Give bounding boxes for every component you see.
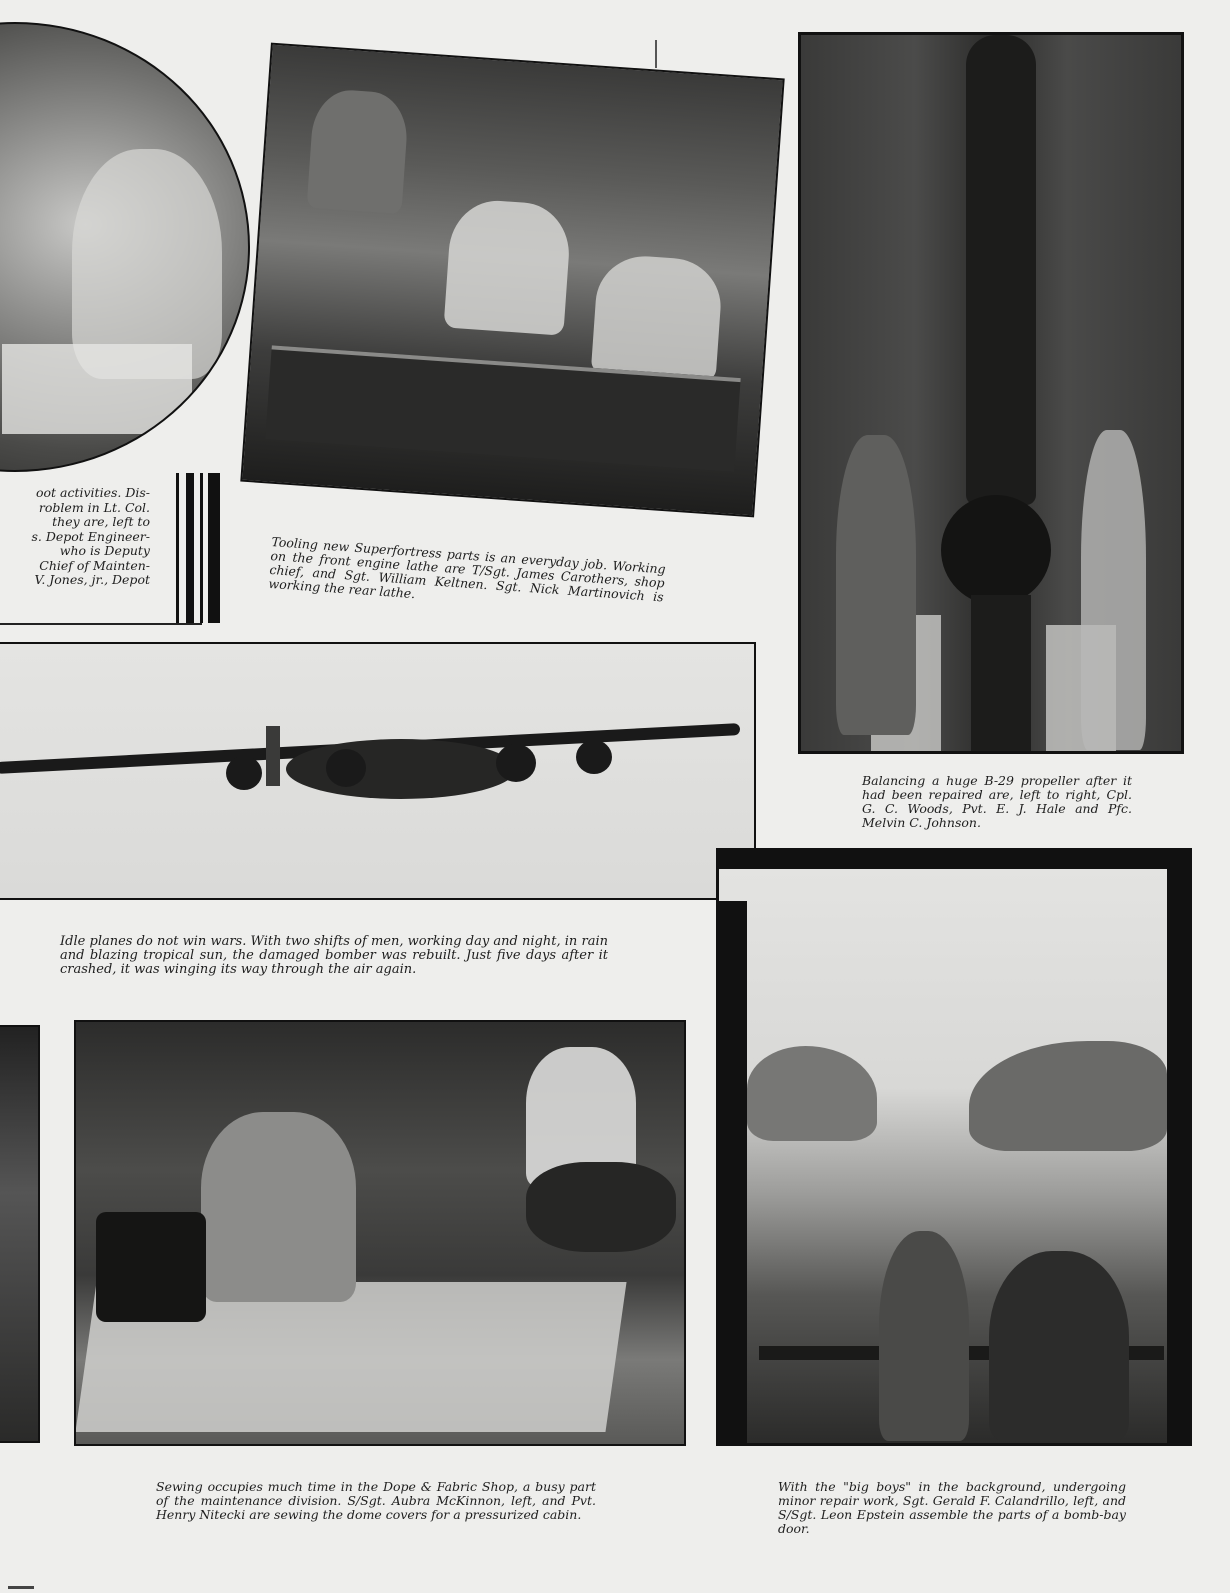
bomber-fuselage [286,739,516,799]
depot-caption-line: roblem in Lt. Col. [38,499,150,515]
bomber-engine-2 [326,749,366,787]
decorative-stripe [208,473,220,623]
sewing-machine [96,1212,206,1322]
b29-bomber-in-flight-photo [0,642,756,900]
depot-caption [4,486,150,588]
hangar-frame-top [719,851,1189,869]
bomber-engine-1 [226,756,262,790]
worker-standing [879,1231,969,1441]
page-margin-mark [8,1586,34,1589]
sewing-caption: Sewing occupies much time in the Dope & Fabric Shop, a busy part of the maintenance division. S/Sgt. Aubra McKinnon, left, and Pvt. Henry Nitecki are sewing the dome covers for a pressurized cabin. [156,1479,596,1522]
bomber-tail [266,726,280,786]
big-boys-caption: With the "big boys" in the background, undergoing minor repair work, Sgt. Gerald F. Calandrillo, left, and S/Sgt. Leon Epstein assemble the parts of a bomb-bay door. [778,1479,1126,1536]
depot-caption-line: oot activities. Dis- [35,485,150,500]
decorative-stripe [176,473,179,623]
propeller-caption: Balancing a huge B-29 propeller after it had been repaired are, left to right, Cpl. G. C. Woods, Pvt. E. J. Hale and Pfc. Melvin C. Johnson. [862,773,1132,830]
machinist-3 [307,88,410,214]
propeller-blade-lower [971,595,1031,754]
lathe-workshop-photo [240,43,784,518]
depot-caption-line: V. Jones, jr., Depot [34,572,150,587]
tooling-caption: Tooling new Superfortress parts is an everyday job. Working on the front engine lathe are T/Sgt. James Carothers, shop chief, and Sgt. William Keltnen. Sgt. Nick Martinovich is working the rear lathe. [268,534,667,605]
depot-caption-line: who is Deputy [59,543,150,558]
worker-bending [989,1251,1129,1441]
cropped-edge-photo [0,1025,40,1443]
propeller-hub [941,495,1051,605]
desk-papers [2,344,192,434]
page-margin-mark [655,40,657,68]
sewer-left [201,1112,356,1302]
worker-right [1081,430,1146,750]
bomber-engine-3 [496,744,536,782]
bomber-nose-left [747,1046,877,1141]
worker-left [836,435,916,735]
propeller-balancing-photo [798,32,1184,754]
sewing-shop-photo [74,1020,686,1446]
fabric-pile [526,1162,676,1252]
depot-caption-line: Chief of Mainten- [39,557,150,573]
depot-caption-line: s. Depot Engineer- [31,528,150,544]
depot-caption-line: they are, left to [52,514,150,529]
bomber-engine-4 [576,740,612,774]
hangar-frame-left [719,901,747,1446]
decorative-stripe [186,473,194,623]
hangar-bomb-bay-photo [716,848,1192,1446]
officer-portrait-photo [0,22,250,472]
hangar-frame-right [1167,851,1189,1446]
propeller-blade [966,35,1036,505]
decorative-stripe [200,473,203,623]
idle-planes-caption: Idle planes do not win wars. With two shifts of men, working day and night, in rain and blazing tropical sun, the damaged bomber was rebuilt. Just five days after it crashed, it was winging its way through the air again. [60,934,608,977]
machinist-2 [591,253,724,381]
bomber-nose-right [969,1041,1167,1151]
machinist-1 [444,198,573,336]
